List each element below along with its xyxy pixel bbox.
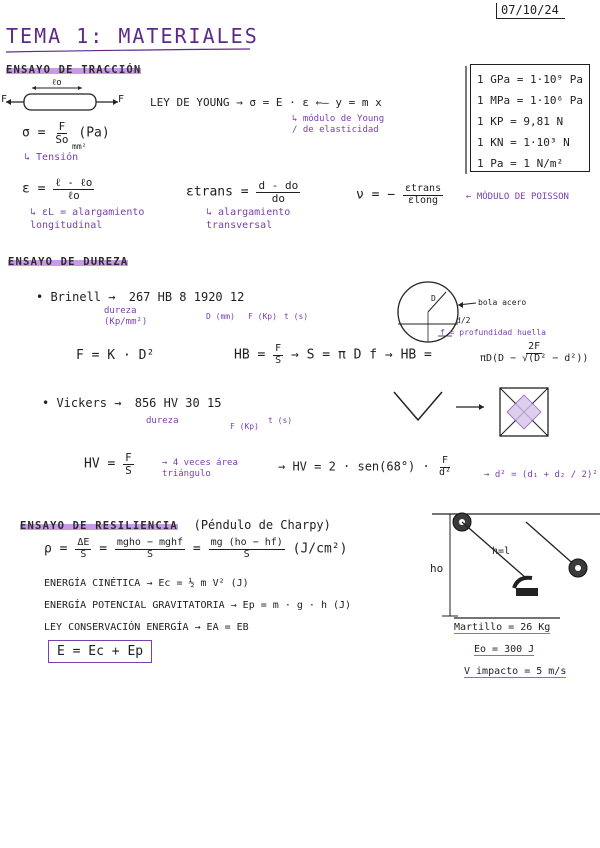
- page-title: TEMA 1: MATERIALES: [6, 24, 259, 48]
- sigma-num: F: [58, 120, 66, 133]
- rho-lhs: ρ =: [44, 541, 68, 557]
- brinell-f-note: F (Kp): [248, 312, 277, 321]
- energia-cinetica: ENERGÍA CINÉTICA → Ec = ½ m V² (J): [44, 578, 249, 589]
- specimen-force-left: F: [1, 94, 8, 105]
- rho-num3: mg (ho − hf): [210, 537, 283, 548]
- poisson-note: ← MÓDULO DE POISSON: [466, 192, 569, 202]
- vickers-t-note: t (s): [268, 416, 293, 425]
- brinell-t-note: t (s): [284, 312, 309, 321]
- unit-kn: 1 KN = 1·10³ N: [477, 136, 570, 149]
- brinell-depth-label: f = profundidad huella: [440, 328, 546, 337]
- epsilon-note: ↳ εL = alargamiento longitudinal: [30, 207, 145, 231]
- section-header-dureza: ENSAYO DE DUREZA: [8, 256, 129, 268]
- tension-note: ↳ Tensión: [24, 152, 79, 163]
- bola-acero-label: bola acero: [478, 298, 527, 307]
- young-law: LEY DE YOUNG → σ = E · ε ←— y = m x: [150, 96, 382, 109]
- epsilon-num: ℓ - ℓo: [55, 176, 93, 189]
- epsilon-den: ℓo: [67, 188, 80, 202]
- sigma-den: So: [55, 132, 69, 146]
- hv2-den: d²: [438, 466, 451, 478]
- unit-pa: 1 Pa = 1 N/m²: [477, 157, 564, 170]
- sigma-units: (Pa): [78, 125, 110, 141]
- h-equals-l-label: h=l: [492, 546, 511, 557]
- energy-total-box: E = Ec + Ep: [48, 640, 152, 663]
- nu-den: εlong: [407, 194, 439, 206]
- rho-den3: S: [243, 548, 250, 560]
- specimen-lo-label: ℓo: [52, 78, 62, 88]
- epsilon-lhs: ε =: [22, 181, 46, 197]
- section-header-traccion: ENSAYO DE TRACCIÓN: [6, 64, 142, 76]
- date-label: 07/10/24: [496, 3, 565, 19]
- etrans-note: ↳ alargamiento transversal: [206, 207, 291, 231]
- brinell-half-d-label: d/2: [456, 316, 471, 325]
- hv-note: → 4 veces área triángulo: [162, 458, 238, 480]
- initial-energy: Eo = 300 J: [474, 644, 535, 655]
- rho-formula: ρ = $\frac{\Delta E}{S}$ = $\frac{\text{mgho − mghf}}{S}$ = $\frac{mg (ho - hf)}{S}$ (J/cm²): [44, 537, 348, 560]
- etrans-lhs: εtrans =: [186, 184, 249, 200]
- brinell-label: • Brinell →: [36, 290, 116, 304]
- section-header-resiliencia: ENSAYO DE RESILIENCIA: [20, 520, 178, 532]
- hv2-num: F: [441, 455, 448, 466]
- sigma-lhs: σ =: [22, 125, 46, 141]
- vickers-label: • Vickers →: [42, 396, 122, 410]
- unit-gpa: 1 GPa = 1·10⁹ Pa: [477, 73, 583, 86]
- rho-den1: S: [80, 548, 87, 560]
- ley-conservacion: LEY CONSERVACIÓN ENERGÍA → EA = EB: [44, 622, 249, 633]
- hb-num: F: [275, 343, 282, 354]
- hb-mid: → S = π D f → HB =: [291, 347, 432, 363]
- hb-lhs: HB =: [234, 347, 266, 363]
- ho-label: ho: [430, 562, 444, 575]
- rho-den2: S: [146, 548, 153, 560]
- hb2-den: πD(D − √(D² − d²)): [480, 352, 589, 364]
- energia-potencial: ENERGÍA POTENCIAL GRAVITATORIA → Ep = m · g · h (J): [44, 600, 352, 611]
- etrans-den: do: [271, 191, 285, 205]
- hv-rhs: → HV = 2 · sen(68°) ·: [278, 459, 430, 474]
- rho-num1: ΔE: [77, 537, 90, 548]
- vickers-dureza-note: dureza: [146, 416, 179, 426]
- brinell-diameter-label: D: [431, 294, 436, 303]
- young-note: ↳ módulo de Young / de elasticidad: [292, 114, 385, 135]
- hv-lhs: HV =: [84, 456, 116, 472]
- martillo-mass: Martillo = 26 Kg: [454, 622, 551, 633]
- brinell-dureza-note: dureza (Kp/mm²): [104, 306, 148, 327]
- etrans-num: d - do: [258, 179, 299, 192]
- sigma-mm2-note: mm²: [72, 142, 87, 151]
- vickers-values: 856 HV 30 15: [134, 396, 222, 410]
- d2-note: → d² = (d₁ + d₂ / 2)²: [484, 470, 598, 480]
- hv-den: S: [125, 463, 132, 477]
- brinell-d-note: D (mm): [206, 312, 235, 321]
- nu-lhs: ν = −: [356, 187, 396, 203]
- rho-units: (J/cm²): [292, 541, 348, 557]
- f-k-formula: F = K · D²: [76, 348, 155, 363]
- unit-kp: 1 KP = 9,81 N: [477, 115, 564, 128]
- hb-den: S: [275, 354, 282, 366]
- rho-num2: mgho − mghf: [116, 537, 184, 548]
- charpy-note: (Péndulo de Charpy): [193, 518, 331, 532]
- brinell-values: 267 HB 8 1920 12: [128, 290, 245, 304]
- specimen-force-right: F: [118, 94, 125, 105]
- vickers-f-note: F (Kp): [230, 422, 259, 431]
- hb2-num: 2F: [528, 341, 541, 352]
- nu-num: εtrans: [404, 183, 442, 194]
- hv-num: F: [125, 451, 132, 464]
- unit-mpa: 1 MPa = 1·10⁶ Pa: [477, 94, 583, 107]
- impact-velocity: V impacto = 5 m/s: [464, 666, 567, 677]
